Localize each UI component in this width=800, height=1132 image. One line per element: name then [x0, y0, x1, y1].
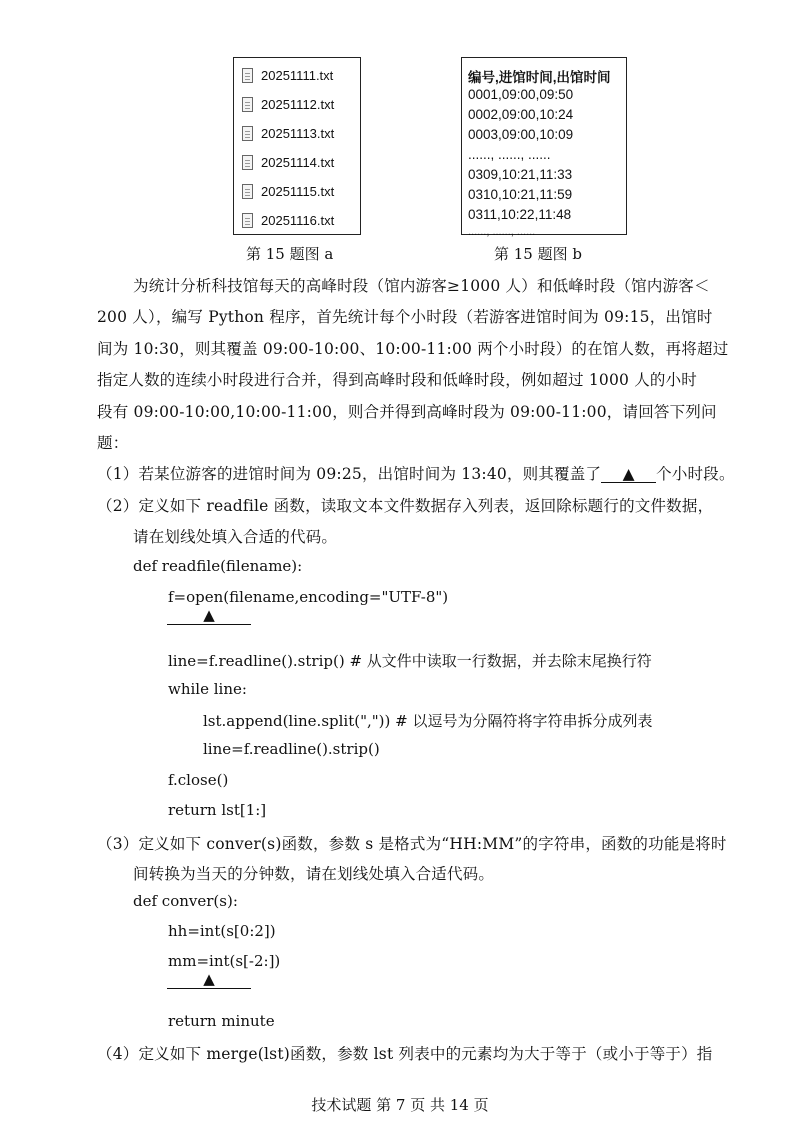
question-2-line: （2）定义如下 readfile 函数，读取文本文件数据存入列表，返回除标题行的文件数据， — [97, 497, 714, 515]
data-line: 0310,10:21,11:59 — [468, 187, 573, 202]
figure-a-file-list — [233, 57, 361, 235]
file-item — [242, 94, 334, 114]
text-file-icon — [242, 126, 253, 141]
figure-b-data — [461, 57, 627, 238]
intro-line: 段有 09:00-10:00,10:00-11:00，则合并得到高峰时段为 09:00-11:00，请回答下列问 — [97, 403, 717, 421]
question-4-line: （4）定义如下 merge(lst)函数，参数 lst 列表中的元素均为大于等于（或小于等于）指 — [97, 1045, 713, 1063]
code-line: f.close() — [168, 771, 229, 789]
question-3-line: （3）定义如下 conver(s)函数，参数 s 是格式为“HH:MM”的字符串，函数的功能是将时 — [97, 835, 727, 853]
code-line: while line: — [168, 680, 247, 698]
question-1-text-end: 个小时段。 — [656, 465, 735, 483]
text-file-icon — [242, 68, 253, 83]
data-line: 0002,09:00,10:24 — [468, 107, 574, 122]
data-line: 0309,10:21,11:33 — [468, 167, 573, 182]
data-header: 编号,进馆时间,出馆时间 — [468, 70, 611, 85]
data-line: 0311,10:22,11:48 — [468, 207, 572, 222]
file-item — [242, 65, 333, 85]
text-file-icon — [242, 213, 253, 228]
text-file-icon — [242, 155, 253, 170]
code-line: return minute — [168, 1012, 275, 1030]
file-name: 20251116.txt — [261, 212, 335, 228]
intro-line: 为统计分析科技馆每天的高峰时段（馆内游客≥1000 人）和低峰时段（馆内游客＜ — [133, 277, 710, 295]
figure-a-caption: 第 15 题图 a — [246, 245, 334, 263]
text-file-icon — [242, 184, 253, 199]
code-line: line=f.readline().strip() — [203, 740, 380, 758]
data-line: 0001,09:00,09:50 — [468, 87, 574, 102]
figure-b-caption: 第 15 题图 b — [494, 245, 582, 263]
code-line: lst.append(line.split(",")) # 以逗号为分隔符将字符串拆分成列表 — [203, 712, 653, 730]
code-line: def readfile(filename): — [133, 557, 303, 575]
data-line: ......, ......, ...... — [468, 147, 551, 162]
file-name: 20251111.txt — [261, 67, 334, 83]
data-line: ......, ......, ...... — [468, 226, 536, 238]
data-line: 0003,09:00,10:09 — [468, 127, 574, 142]
file-name: 20251115.txt — [261, 183, 335, 199]
code-line: line=f.readline().strip() # 从文件中读取一行数据，并去除末尾换行符 — [168, 652, 652, 670]
file-item — [242, 181, 334, 201]
code-line: return lst[1:] — [168, 801, 267, 819]
intro-line: 间为 10:30，则其覆盖 09:00-10:00、10:00-11:00 两个小时段）的在馆人数，再将超过 — [97, 340, 729, 358]
answer-blank: ▲ — [167, 606, 251, 625]
question-2-line: 请在划线处填入合适的代码。 — [133, 528, 338, 546]
code-line: f=open(filename,encoding="UTF-8") — [168, 588, 449, 606]
text-file-icon — [242, 97, 253, 112]
file-item — [242, 152, 334, 172]
intro-line: 指定人数的连续小时段进行合并，得到高峰时段和低峰时段，例如超过 1000 人的小时 — [97, 371, 698, 389]
page-footer: 技术试题 第 7 页 共 14 页 — [311, 1096, 489, 1114]
file-item — [242, 210, 334, 230]
answer-blank: ▲ — [167, 970, 251, 989]
question-1-text: （1）若某位游客的进馆时间为 09:25，出馆时间为 13:40，则其覆盖了 — [97, 465, 602, 483]
code-line: mm=int(s[-2:]) — [168, 952, 281, 970]
file-item — [242, 123, 334, 143]
file-name: 20251112.txt — [261, 96, 335, 112]
code-line: hh=int(s[0:2]) — [168, 922, 276, 940]
question-1 — [97, 462, 735, 484]
file-name: 20251114.txt — [261, 154, 335, 170]
intro-line: 题： — [97, 434, 129, 452]
code-line: def conver(s): — [133, 892, 238, 910]
answer-blank: ▲ — [601, 466, 656, 483]
intro-line: 200 人），编写 Python 程序，首先统计每个小时段（若游客进馆时间为 09:15，出馆时 — [97, 308, 713, 326]
question-3-line: 间转换为当天的分钟数，请在划线处填入合适代码。 — [133, 865, 495, 883]
file-name: 20251113.txt — [261, 125, 335, 141]
